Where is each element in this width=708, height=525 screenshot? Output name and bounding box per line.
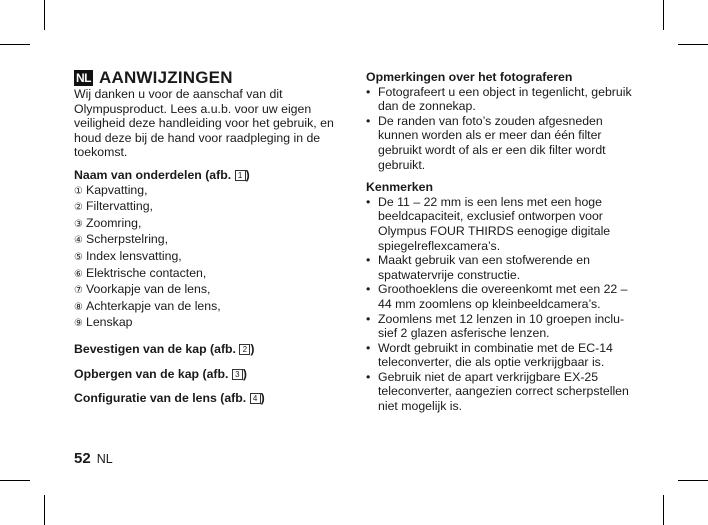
photo-note-item: • Fotografeert u een object in tegenlicht, gebruik dan de zonnekap.: [366, 85, 641, 114]
left-column: [74, 67, 336, 406]
crop-mark: [44, 0, 45, 30]
photo-note-item: • De randen van foto’s zouden afgesneden kunnen worden als er meer dan één filter gebruikt wordt of als er een dik filter wordt gebruikt.: [366, 114, 641, 172]
part-item: [74, 199, 336, 216]
language-badge: NL: [76, 71, 91, 85]
part-label: Achterkapje van de lens,: [86, 298, 221, 313]
crop-mark: [0, 480, 30, 481]
part-label: Voorkapje van de lens,: [86, 282, 211, 297]
footer-language: NL: [96, 452, 113, 466]
part-label: Elektrische contacten,: [86, 265, 207, 280]
part-number: ⑥: [74, 268, 83, 280]
part-label: Filtervatting,: [86, 199, 153, 214]
part-number: ③: [74, 218, 83, 230]
crop-mark: [44, 495, 45, 525]
part-item: [74, 183, 336, 200]
right-column: [366, 70, 641, 414]
part-number: ②: [74, 202, 83, 214]
part-item: [74, 299, 336, 316]
part-label: Zoomring,: [86, 215, 142, 230]
page-footer: [74, 450, 113, 467]
feature-item: • Zoomlens met 12 lenzen in 10 groepen inclu-sief 2 glazen asferische lenzen.: [366, 312, 641, 341]
figure-ref: 3: [232, 369, 243, 380]
part-item: [74, 249, 336, 266]
page-number: 52: [74, 450, 91, 467]
part-number: ⑨: [74, 318, 83, 330]
parts-heading: Naam van onderdelen (afb. 1 ): [74, 167, 250, 182]
part-item: [74, 282, 336, 299]
crop-mark: [663, 0, 664, 30]
feature-item: • Wordt gebruikt in combinatie met de EC-14 teleconverter, die als optie verkrijgbaar is.: [366, 341, 641, 370]
part-item: [74, 216, 336, 233]
title-row: [74, 67, 336, 87]
photo-notes-heading: Opmerkingen over het fotograferen: [366, 70, 573, 84]
section-heading: Opbergen van de kap (afb. 3 ): [74, 366, 247, 381]
figure-ref: 4: [250, 393, 261, 404]
photo-notes-list: [366, 85, 641, 173]
features-heading: Kenmerken: [366, 180, 433, 195]
crop-mark: [0, 44, 30, 45]
part-label: Kapvatting,: [86, 182, 148, 197]
figure-ref: 1: [235, 170, 246, 181]
section-heading: Configuratie van de lens (afb. 4 ): [74, 391, 265, 406]
part-label: Lenskap: [86, 315, 133, 330]
part-number: ①: [74, 185, 83, 197]
section-heading: Bevestigen van de kap (afb. 2 ): [74, 341, 255, 356]
part-number: ⑤: [74, 251, 83, 263]
part-label: Scherpstelring,: [86, 232, 169, 247]
feature-item: • Maakt gebruik van een stofwerende en spatwatervrije constructie.: [366, 253, 641, 282]
feature-item: • Groothoeklens die overeenkomt met een 22 – 44 mm zoomlens op kleinbeeldcamera’s.: [366, 282, 641, 311]
crop-mark: [663, 495, 664, 525]
part-item: [74, 266, 336, 283]
part-number: ⑧: [74, 301, 83, 313]
features-list: [366, 195, 641, 414]
parts-list: [74, 183, 336, 332]
part-number: ⑦: [74, 285, 83, 297]
page-title: AANWIJZINGEN: [99, 67, 233, 87]
crop-mark: [678, 480, 708, 481]
feature-item: • Gebruik niet de apart verkrijgbare EX-25 teleconverter, aangezien correct scherpstellen niet mogelijk is.: [366, 370, 641, 414]
part-number: ④: [74, 235, 83, 247]
part-label: Index lensvatting,: [86, 248, 182, 263]
feature-item: • De 11 – 22 mm is een lens met een hoge beeldcapaciteit, exclusief ontworpen voor Olympus FOUR THIRDS eenogige digitale spiegelreflexcamera’s.: [366, 195, 641, 253]
crop-mark: [678, 44, 708, 45]
figure-ref: 2: [239, 344, 250, 355]
intro-paragraph: Wij danken u voor de aanschaf van dit Olympusproduct. Lees a.u.b. voor uw eigen veiligheid deze handleiding voor het gebruik, en houd deze bij de hand voor raadpleging in de toekomst.: [74, 87, 334, 160]
part-item: [74, 232, 336, 249]
part-item: [74, 315, 336, 332]
